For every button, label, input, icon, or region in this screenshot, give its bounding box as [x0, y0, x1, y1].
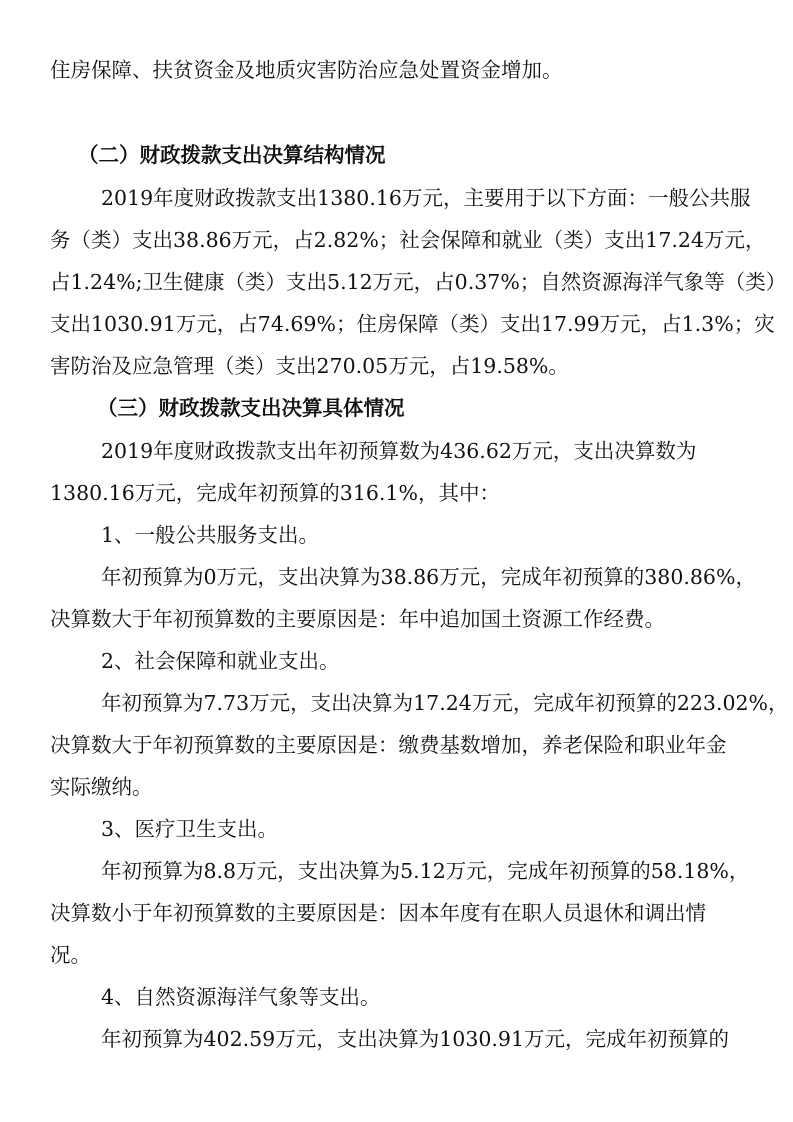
subsection-title: 3、医疗卫生支出。	[101, 817, 279, 841]
paragraph-line: 实际缴纳。	[50, 775, 153, 799]
section-heading-details: （三）财政拨款支出决算具体情况	[97, 396, 405, 420]
paragraph-line: 害防治及应急管理（类）支出270.05万元，占19.58%。	[50, 354, 569, 378]
section-heading-structure: （二）财政拨款支出决算结构情况	[78, 143, 386, 167]
paragraph-line: 年初预算为0万元，支出决算为38.86万元，完成年初预算的380.86%，	[101, 565, 756, 589]
subsection-title: 1、一般公共服务支出。	[101, 523, 320, 547]
paragraph-line: 住房保障、扶贫资金及地质灾害防治应急处置资金增加。	[50, 58, 563, 82]
paragraph-line: 况。	[50, 943, 91, 967]
paragraph-line: 年初预算为8.8万元，支出决算为5.12万元，完成年初预算的58.18%，	[101, 859, 750, 883]
paragraph-line: 2019年度财政拨款支出1380.16万元，主要用于以下方面：一般公共服	[101, 186, 751, 210]
paragraph-line: 决算数小于年初预算数的主要原因是：因本年度有在职人员退休和调出情	[50, 901, 706, 925]
paragraph-line: 决算数大于年初预算数的主要原因是：缴费基数增加，养老保险和职业年金	[50, 733, 727, 757]
paragraph-line: 务（类）支出38.86万元，占2.82%；社会保障和就业（类）支出17.24万元，	[50, 228, 766, 252]
paragraph-line: 1380.16万元，完成年初预算的316.1%，其中：	[50, 481, 500, 505]
paragraph-line: 2019年度财政拨款支出年初预算数为436.62万元，支出决算数为	[101, 439, 697, 463]
paragraph-line: 年初预算为402.59万元，支出决算为1030.91万元，完成年初预算的	[101, 1027, 730, 1051]
paragraph-line: 决算数大于年初预算数的主要原因是：年中追加国土资源工作经费。	[50, 607, 665, 631]
paragraph-line: 支出1030.91万元，占74.69%；住房保障（类）支出17.99万元，占1.3%；灾	[50, 312, 775, 336]
paragraph-line: 占1.24%;卫生健康（类）支出5.12万元，占0.37%；自然资源海洋气象等（类）	[50, 270, 787, 294]
paragraph-line: 年初预算为7.73万元，支出决算为17.24万元，完成年初预算的223.02%，	[101, 691, 789, 715]
subsection-title: 2、社会保障和就业支出。	[101, 649, 340, 673]
subsection-title: 4、自然资源海洋气象等支出。	[101, 985, 381, 1009]
